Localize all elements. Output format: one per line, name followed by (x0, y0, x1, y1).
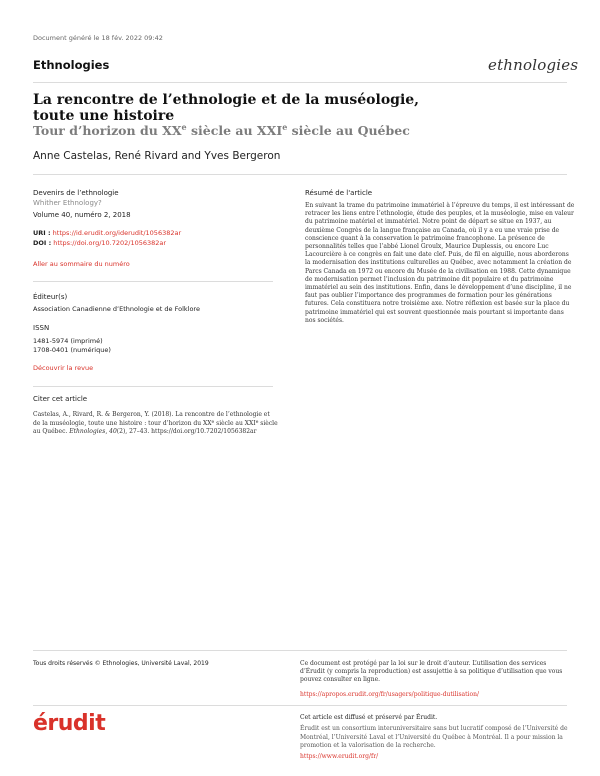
generated-date: Document généré le 18 fév. 2022 09:42 (33, 34, 163, 42)
erudit-logo[interactable]: érudit (33, 711, 106, 736)
erudit-link[interactable]: https://www.erudit.org/fr/ (300, 753, 379, 761)
divider (33, 82, 567, 83)
uri-label: URI : (33, 229, 51, 237)
divider (33, 174, 567, 175)
journal-name: Ethnologies (33, 58, 110, 72)
abstract-label: Résumé de l'article (305, 189, 373, 197)
issn-digital: 1708-0401 (numérique) (33, 346, 111, 354)
abstract-text: En suivant la trame du patrimoine immatériel à l’épreuve du temps, il est intéressant de retracer les liens entre l’ethnologie, étude des peuples, et la muséologie, mise en valeur du patrimoine matériel et immatériel. Notre point de départ se situe en 1937, au deuxième Congrès de la langue française au Canada, où il y a eu une vraie prise de conscience quant à la conservation le patrimoine francophone. La présence de personnalités telles que l’abbé Lionel Groulx, Maurice Duplessis, ou encore Luc Lacourcière à ce congrès en fait une date clef. Puis, de fil en aiguille, nous aborderons la modernisation des institutions culturelles au Québec, avec notamment la création de Parcs Canada en 1972 ou encore du Musée de la civilisation en 1988. Cette dynamique de modernisation permet l’inclusion du patrimoine dit populaire et du patrimoine immatériel au sein des institutions. Enfin, dans le développement d’une discipline, il ne faut pas oublier l’importance des programmes de formation pour les générations futures. Cela constituera notre troisième axe. Notre réflexion est basée sur la place du patrimoine immatériel qui est souvent questionnée mais pourtant si importante dans nos sociétés. (305, 202, 575, 324)
copyright-notice: Ce document est protégé par la loi sur le droit d’auteur. L’utilisation des services d’Érudit (y compris la reproduction) est assujettie à sa politique d’utilisation que vous pouvez consulter en ligne. https://apropos.erudit.org/fr/usagers/politique-dutilisation/ (300, 660, 563, 698)
uri-link[interactable]: https://id.erudit.org/iderudit/1056382ar (52, 229, 182, 237)
issue-volume: Volume 40, numéro 2, 2018 (33, 211, 131, 219)
issue-title: Devenirs de l’ethnologie (33, 189, 119, 197)
divider (33, 281, 273, 282)
discover-link[interactable]: Découvrir la revue (33, 364, 94, 372)
article-subtitle: Tour d’horizon du XXe siècle au XXIe siècle au Québec (33, 122, 410, 138)
cite-label: Citer cet article (33, 395, 88, 403)
issn-label: ISSN (33, 324, 50, 332)
rights-notice: Tous droits réservés © Ethnologies, Université Laval, 2019 (33, 660, 209, 667)
publisher-name: Association Canadienne d’Ethnologie et de Folklore (33, 305, 200, 313)
citation: Castelas, A., Rivard, R. & Bergeron, Y. (2018). La rencontre de l’ethnologie et de la muséologie, toute une histoire : tour d’horizon du XXe siècle au XXIe siècle au Québec. Ethnologies, 40(2), 27–43. https://doi.org/10.7202/1056382ar (33, 411, 278, 436)
article-authors: Anne Castelas, René Rivard and Yves Bergeron (33, 150, 281, 162)
publisher-label: Éditeur(s) (33, 293, 68, 301)
journal-logo[interactable]: ethnologies (488, 56, 579, 74)
doi-label: DOI : (33, 239, 52, 247)
divider (33, 386, 273, 387)
policy-link[interactable]: https://apropos.erudit.org/fr/usagers/politique-dutilisation/ (300, 691, 479, 698)
doi-link[interactable]: https://doi.org/10.7202/1056382ar (53, 239, 167, 247)
divider (33, 705, 567, 706)
doi-line (33, 239, 273, 248)
divider (33, 650, 567, 651)
summary-link[interactable]: Aller au sommaire du numéro (33, 260, 130, 268)
issn-print: 1481-5974 (imprimé) (33, 337, 103, 345)
issue-subtitle: Whither Ethnology? (33, 199, 102, 207)
diffusion-notice: Cet article est diffusé et préservé par Érudit. Érudit est un consortium interuniversitaire sans but lucratif composé de l’Université de Montréal, l’Université Laval et l’Université du Québec à Montréal. Il a pour mission la promotion et la valorisation de la recherche. https://www.erudit.org/fr/ (300, 714, 568, 761)
uri-line (33, 229, 273, 238)
article-title: La rencontre de l’ethnologie et de la muséologie, toute une histoire (33, 92, 420, 124)
